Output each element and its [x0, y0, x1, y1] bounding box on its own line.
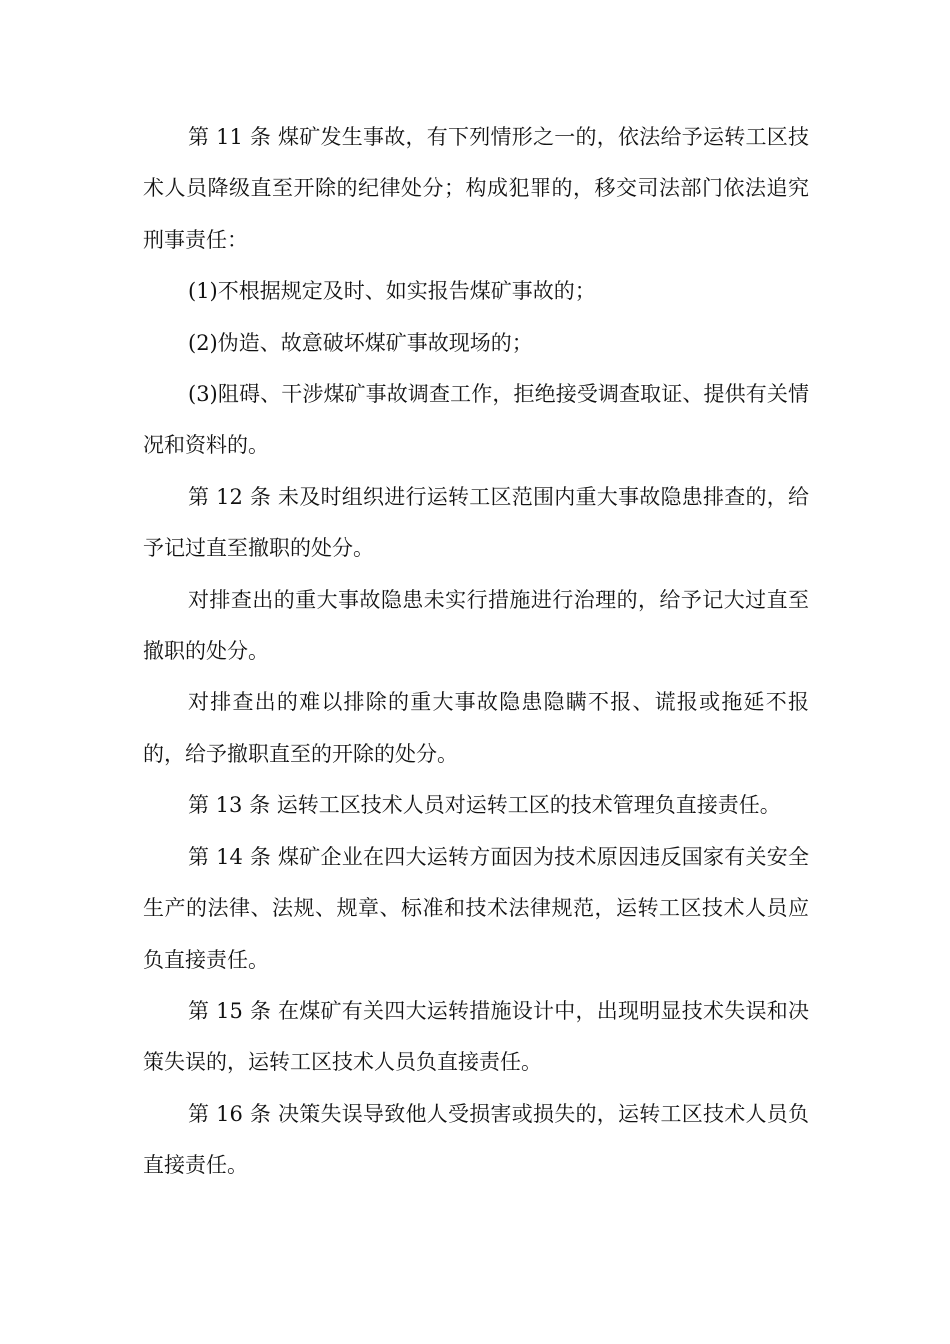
- paragraph-article-11: 第 11 条 煤矿发生事故，有下列情形之一的，依法给予运转工区技术人员降级直至开除的纪律处分；构成犯罪的，移交司法部门依法追究刑事责任：: [143, 125, 809, 252]
- paragraph-article-14: 第 14 条 煤矿企业在四大运转方面因为技术原因违反国家有关安全生产的法律、法规、规章、标准和技术法律规范，运转工区技术人员应负直接责任。: [143, 844, 809, 972]
- paragraph-article-15: 第 15 条 在煤矿有关四大运转措施设计中，出现明显技术失误和决策失误的，运转工区技术人员负直接责任。: [143, 998, 809, 1075]
- document-body: [143, 112, 809, 1192]
- paragraph-article-16: 第 16 条 决策失误导致他人受损害或损失的，运转工区技术人员负直接责任。: [143, 1101, 809, 1178]
- paragraph-item-2: (2)伪造、故意破坏煤矿事故现场的；: [188, 330, 533, 355]
- paragraph-article-12-clause-3: 对排查出的难以排除的重大事故隐患隐瞒不报、谎报或拖延不报的，给予撤职直至的开除的处分。: [143, 690, 809, 766]
- paragraph-article-12-clause-2: 对排查出的重大事故隐患未实行措施进行治理的，给予记大过直至撤职的处分。: [143, 587, 809, 664]
- paragraph-item-3: (3)阻碍、干涉煤矿事故调查工作，拒绝接受调查取证、提供有关情况和资料的。: [143, 382, 809, 458]
- paragraph-article-13: 第 13 条 运转工区技术人员对运转工区的技术管理负直接责任。: [188, 793, 781, 818]
- paragraph-article-12: 第 12 条 未及时组织进行运转工区范围内重大事故隐患排查的，给予记过直至撤职的处分。: [143, 484, 809, 561]
- paragraph-item-1: (1)不根据规定及时、如实报告煤矿事故的；: [188, 279, 596, 304]
